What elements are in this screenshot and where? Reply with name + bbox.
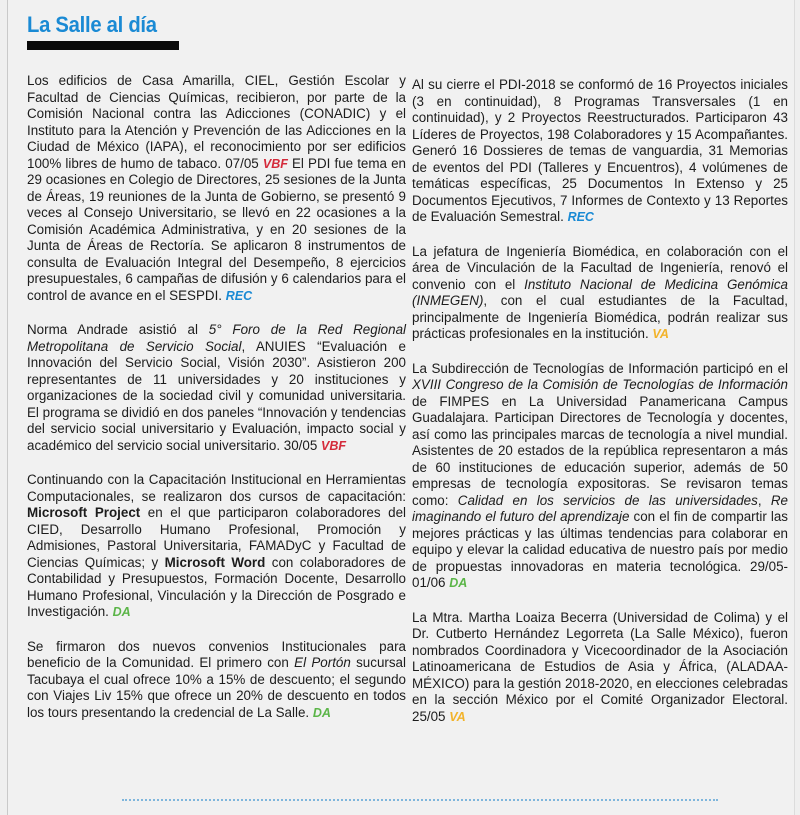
news-text: con el fin de compartir las mejores prácticas y las últimas tendencias para colaborar en equipo y elevar la calidad educativa de nuestro país por medio de propuestas innovadoras en materia tecnológica. 29/05-01/06 [412,509,789,590]
author-tag-rec: REC [567,210,594,224]
news-text: La jefatura de Ingeniería Biomédica, en colaboración con el área de Vinculación de la Facultad de Ingeniería, renovó el convenio con el [412,243,788,292]
news-text: Se firmaron dos nuevos convenios Institucionales para beneficio de la Comunidad. El primero con [27,638,406,670]
news-text: La Mtra. Martha Loaiza Becerra (Universidad de Colima) y el Dr. Cutberto Hernández Legorreta (La Salle México), fueron nombrados Coordinadora y Vicecoordinador de la Asociación Latinoamericana de Estudios de Asia y África, (ALADAA-MÉXICO) para la gestión 2018-2020, en elecciones celebradas en la sección México por el Comité Organizador Electoral. 25/05 [412,609,788,724]
news-text: Al su cierre el PDI-2018 se conformó de 16 Proyectos iniciales (3 en continuidad), 8 Programas Transversales (1 en continuidad), y 2 Proyectos Reestructurados. Participaron 43 Líderes de Proyectos, 198 Colaboradores y 15 Acompañantes. Generó 16 Dossieres de temas de vanguardia, 31 Memorias de eventos del PDI (Talleres y Encuentros), 4 volúmenes de temáticas específicas, 25 Documentos In Extenso y 25 Documentos Ejecutivos, 7 Informes de Contexto y 13 Reportes de Evaluación Semestral. [412,77,788,224]
news-item-pdi-2018-closing [412,77,788,226]
dotted-divider [122,799,718,801]
author-tag-da: DA [449,576,468,590]
news-text: El PDI fue tema en 29 ocasiones en Colegio de Directores, 25 sesiones de la Junta de Áreas, 19 reuniones de la Junta de Gobierno, se presentó 9 veces al Consejo Universitario, se llevó en 22 ocasiones a la Comisión Académica Administrativa, y en 20 sesiones de la Junta de Áreas de Rectoría. Se aplicaron 8 instrumentos de consulta de Evaluación Integral del Desempeño, 8 ejercicios presupuestales, 6 campañas de difusión y 6 calendarios para el control de avance en el SESPDI. [27,155,406,303]
news-text: Norma Andrade asistió al [27,322,209,337]
title-underline-bar [27,41,179,50]
author-tag-da: DA [312,705,331,720]
news-item-institutional-agreements [27,639,406,722]
news-italic-text: XVIII Congreso de la Comisión de Tecnologías de Información [412,377,788,392]
news-text: sucursal Tacubaya el cual ofrece 10% a 15% de descuento; el segundo con Viajes Liv 15% que ofrece un 20% de descuento en todos los tours presentando la credencial de La Salle. [27,655,406,720]
news-item-computer-training [27,472,406,621]
author-tag-rec: REC [225,288,253,303]
news-text: , [757,492,771,508]
author-tag-vbf: VBF [262,156,288,171]
news-text: Continuando con la Capacitación Institucional en Herramientas Computacionales, se realizaron dos cursos de capacitación: [27,472,406,504]
author-tag-vbf: VBF [321,438,346,453]
news-text: con colaboradores de Contabilidad y Presupuestos, Formación Docente, Desarrollo Humano Profesional, Vinculación y la Dirección de Posgrado e Investigación. [27,554,406,619]
news-item-inmegen-agreement [412,244,788,343]
news-item-smoke-free-buildings [27,73,406,304]
news-italic-text: Calidad en los servicios de las universidades [457,492,758,508]
newsletter-page [7,0,795,815]
author-tag-da: DA [112,605,131,619]
news-text: de FIMPES en La Universidad Panamericana Campus Guadalajara. Participan Directores de Tecnología y docentes, así como las principales marcas de tecnología a nivel mundial. Asistentes de 20 estados de la república representaron a más de 60 instituciones de educación superior, además de 50 empresas de tecnología expositoras. Se revisaron temas como: [412,393,788,508]
news-italic-text: Re imaginando el futuro del aprendizaje [412,492,788,524]
news-item-fimpes-congress [412,361,788,592]
news-text: La Subdirección de Tecnologías de Información participó en el [412,360,788,376]
right-column [412,77,788,743]
news-italic-text: El Portón [294,655,351,670]
news-text: , con el cual estudiantes de la Facultad, principalmente de Ingeniería Biomédica, podrán realizar sus prácticas profesionales en la institución. [412,293,788,341]
news-text: en el que participaron colaboradores del CIED, Desarrollo Humano Profesional, Promoción y Admisiones, Pastoral Universitaria, FAMADyC y Facultad de Ciencias Químicas; y [27,505,407,570]
page-title: La Salle al día [27,12,157,37]
author-tag-va: VA [449,709,466,724]
left-column [27,73,406,739]
news-text: , ANUIES “Evaluación e Innovación del Servicio Social, Visión 2030”. Asistieron 200 representantes de 11 universidades y 20 instituciones y organizaciones de la sociedad civil y comunidad universitaria. El programa se dividió en dos paneles “Innovación y tendencias del servicio social universitario y Evaluación, impacto social y académico del servicio social universitario. 30/05 [27,338,406,453]
news-italic-text: Instituto Nacional de Medicina Genómica (INMEGEN) [412,276,788,308]
author-tag-va: VA [652,327,669,341]
news-item-aladaa-appointment [412,610,788,726]
news-text: Los edificios de Casa Amarilla, CIEL, Gestión Escolar y Facultad de Ciencias Químicas, recibieron, por parte de la Comisión Nacional contra las Adicciones (CONADIC) y el Instituto para la Atención y Prevención de las Adicciones en la Ciudad de México (IAPA), el reconocimiento por ser edificios 100% libres de humo de tabaco. 07/05 [27,73,406,171]
news-item-servicio-social-forum [27,322,406,454]
news-bold-text: Microsoft Word [164,554,266,570]
news-bold-text: Microsoft Project [27,505,141,520]
news-italic-text: 5° Foro de la Red Regional Metropolitana de Servicio Social [27,322,406,354]
